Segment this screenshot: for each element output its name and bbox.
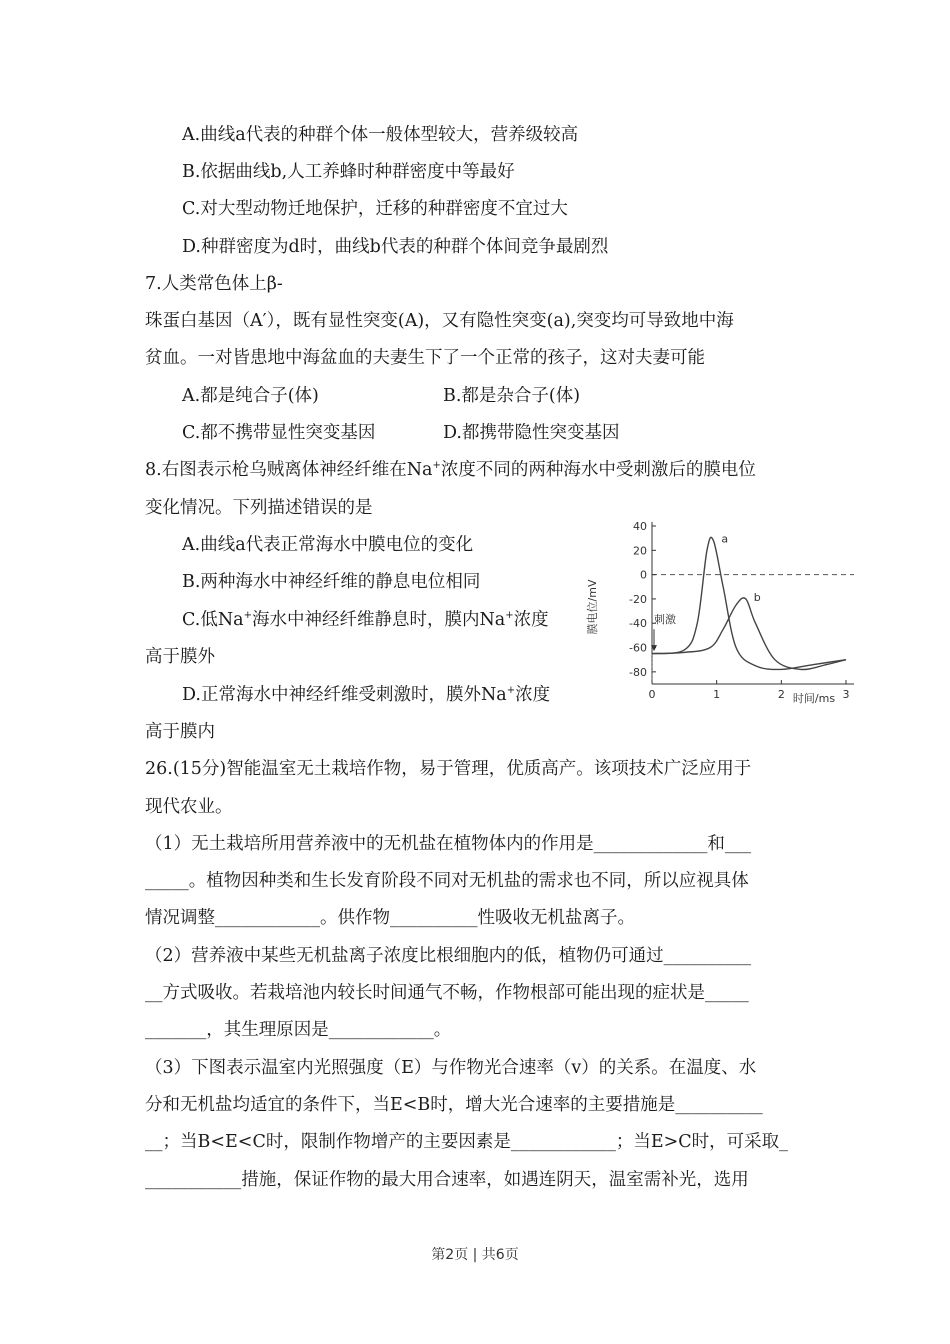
- q8-option-c: C.低Na+海水中神经纤维静息时，膜内Na+浓度: [182, 610, 549, 630]
- x-tick-label: 1: [713, 688, 721, 701]
- q7-stem-line3: 贫血。一对皆患地中海盆血的夫妻生下了一个正常的孩子，这对夫妻可能: [145, 348, 705, 368]
- x-tick-label: 0: [648, 688, 656, 701]
- curve-a: [652, 537, 846, 669]
- q26-part3-line3: __；当B<E<C时，限制作物增产的主要因素是____________；当E>C时，可采取_: [145, 1132, 788, 1152]
- curve-label-a: a: [721, 532, 729, 546]
- q7-stem-line1: 7.人类常色体上β-: [145, 274, 283, 294]
- q26-part3-line2: 分和无机盐均适宜的条件下，当E<B时，增大光合速率的主要措施是__________: [145, 1095, 763, 1115]
- q26-stem-line1: 26.(15分)智能温室无土栽培作物，易于管理，优质高产。该项技术广泛应用于: [145, 759, 752, 779]
- y-tick-label: 40: [633, 520, 647, 533]
- q26-part1-line1: （1）无土栽培所用营养液中的无机盐在植物体内的作用是_____________和___: [145, 834, 752, 854]
- q8-stem-line2: 变化情况。下列描述错误的是: [145, 498, 373, 518]
- q6-option-a: A.曲线a代表的种群个体一般体型较大，营养级较高: [182, 125, 579, 145]
- q7-option-a: A.都是纯合子(体): [182, 386, 319, 406]
- q6-option-d: D.种群密度为d时，曲线b代表的种群个体间竞争最剧烈: [182, 237, 609, 257]
- membrane-potential-chart: [582, 512, 867, 712]
- y-tick-label: -80: [629, 665, 647, 679]
- q6-option-c: C.对大型动物迁地保护，迁移的种群密度不宜过大: [182, 199, 568, 219]
- q7-option-b: B.都是杂合子(体): [443, 386, 581, 406]
- y-tick-label: 20: [633, 544, 647, 558]
- y-tick-label: -60: [629, 641, 647, 655]
- q26-part2-line1: （2）营养液中某些无机盐离子浓度比根细胞内的低，植物仍可通过__________: [145, 946, 752, 966]
- q7-option-d: D.都携带隐性突变基因: [443, 423, 620, 443]
- y-tick-label: -20: [629, 592, 647, 606]
- q26-part3-line4: ___________措施，保证作物的最大用合速率，如遇连阴天，温室需补光，选用: [145, 1170, 749, 1190]
- q8-option-b: B.两种海水中神经纤维的静息电位相同: [182, 572, 481, 592]
- q8-option-d: D.正常海水中神经纤维受刺激时，膜外Na+浓度: [182, 685, 551, 705]
- q26-part2-line2: __方式吸收。若栽培池内较长时间通气不畅，作物根部可能出现的症状是_____: [145, 983, 749, 1003]
- q7-stem-line2: 珠蛋白基因（A′），既有显性突变(A)，又有隐性突变(a),突变均可导致地中海: [145, 311, 734, 331]
- curve-b: [652, 598, 846, 670]
- x-tick-label: 3: [842, 688, 850, 701]
- page-footer: 第2页 | 共6页: [431, 1247, 519, 1263]
- y-axis-label: 膜电位/mV: [586, 579, 599, 635]
- q26-part1-line3: 情况调整____________。供作物__________性吸收无机盐离子。: [145, 908, 635, 928]
- q6-option-b: B.依据曲线b,人工养蜂时种群密度中等最好: [182, 162, 515, 182]
- q26-part1-line2: _____。植物因种类和生长发育阶段不同对无机盐的需求也不同，所以应视具体: [145, 871, 749, 891]
- x-tick-label: 2: [777, 688, 785, 701]
- y-tick-label: -40: [629, 617, 647, 631]
- q7-option-c: C.都不携带显性突变基因: [182, 423, 376, 443]
- q8-option-a: A.曲线a代表正常海水中膜电位的变化: [182, 535, 474, 555]
- q8-option-d-cont: 高于膜内: [145, 722, 215, 742]
- y-tick-label: 0: [640, 568, 647, 582]
- q26-stem-line2: 现代农业。: [145, 797, 233, 817]
- curve-label-b: b: [753, 590, 761, 604]
- stimulus-label: 刺激: [654, 613, 676, 627]
- x-axis-label: 时间/ms: [792, 692, 836, 705]
- q8-stem-line1: 8.右图表示枪乌贼离体神经纤维在Na+浓度不同的两种海水中受刺激后的膜电位: [145, 460, 756, 480]
- q26-part2-line3: _______，其生理原因是____________。: [145, 1020, 452, 1040]
- q8-option-c-cont: 高于膜外: [145, 647, 215, 667]
- q26-part3-line1: （3）下图表示温室内光照强度（E）与作物光合速率（v）的关系。在温度、水: [145, 1058, 757, 1078]
